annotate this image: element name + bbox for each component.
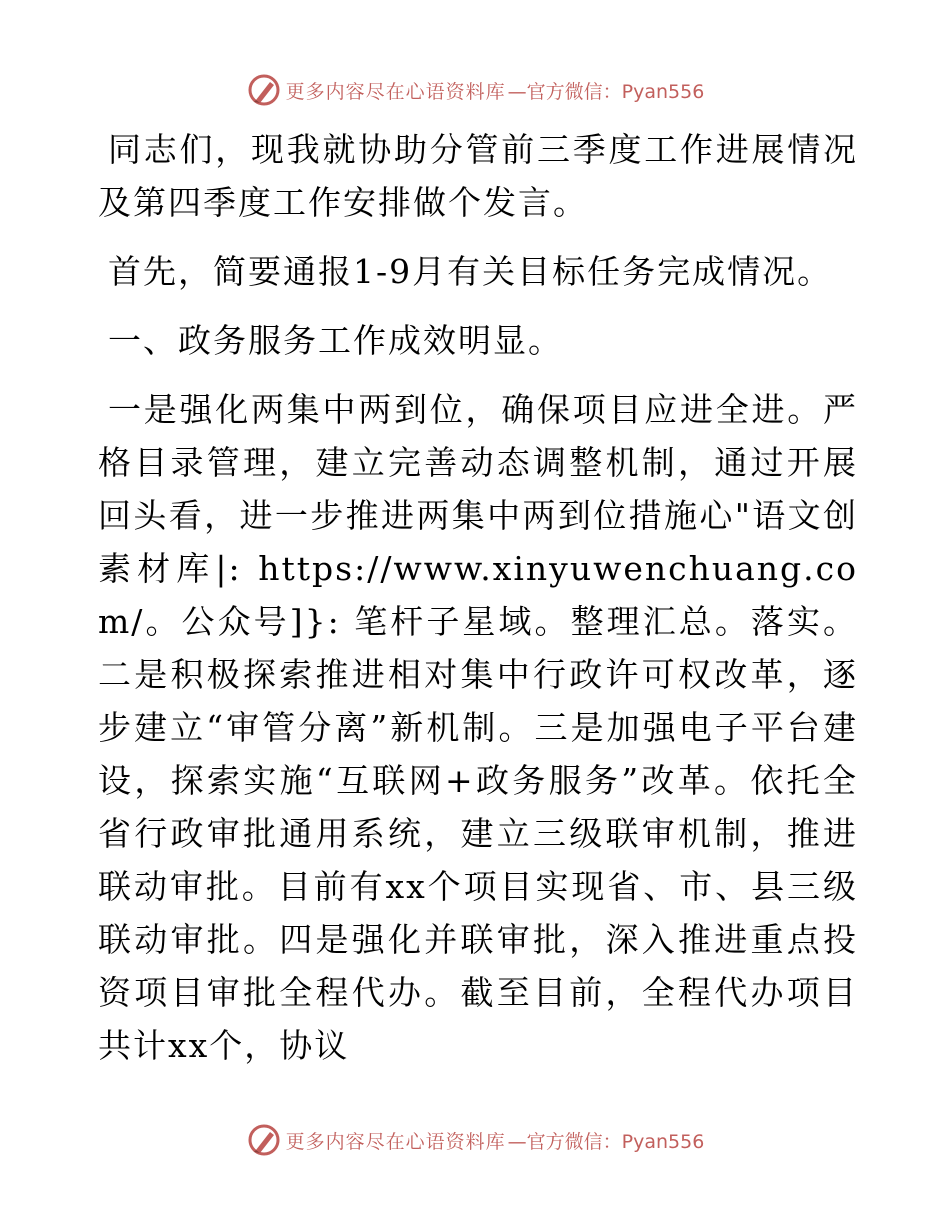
banner-wechat-text: —官方微信：Pyan556 <box>507 1130 705 1153</box>
banner-brand-text: 更多内容尽在心语资料库 <box>285 80 506 103</box>
paragraph-opening: 同志们，现我就协助分管前三季度工作进展情况及第四季度工作安排做个发言。 <box>98 130 858 222</box>
banner-wechat-text: —官方微信：Pyan556 <box>507 80 705 103</box>
footer-banner <box>0 1118 950 1162</box>
paragraph-section-1-detail: 一是强化两集中两到位，确保项目应进全进。严格目录管理，建立完善动态调整机制，通过开展回头看，进一步推进两集中两到位措施心"语文创素材库|: https://www.xinyuwenchuang.com/。公众号]}: 笔杆子星域。整理汇总。落实。二是积极探索推进相对集中行政许可权改革，逐步建立“审管分离”新机制。三是加强电子平台建设，探索实施“互联网+政务服务”改革。依托全省行政审批通用系统，建立三级联审机制，推进联动审批。目前有xx个项目实现省、市、县三级联动审批。四是强化并联审批，深入推进重点投资项目审批全程代办。截至目前，全程代办项目共计xx个，协议 <box>98 390 858 1065</box>
paragraph-summary-intro: 首先，简要通报1-9月有关目标任务完成情况。 <box>108 252 833 291</box>
banner-brand-text: 更多内容尽在心语资料库 <box>285 1130 506 1153</box>
pen-logo-icon <box>246 1122 282 1158</box>
pen-logo-icon <box>246 72 282 108</box>
document-body <box>98 123 858 1072</box>
header-banner <box>0 68 950 112</box>
section-heading-1: 一、政务服务工作成效明显。 <box>108 321 563 360</box>
